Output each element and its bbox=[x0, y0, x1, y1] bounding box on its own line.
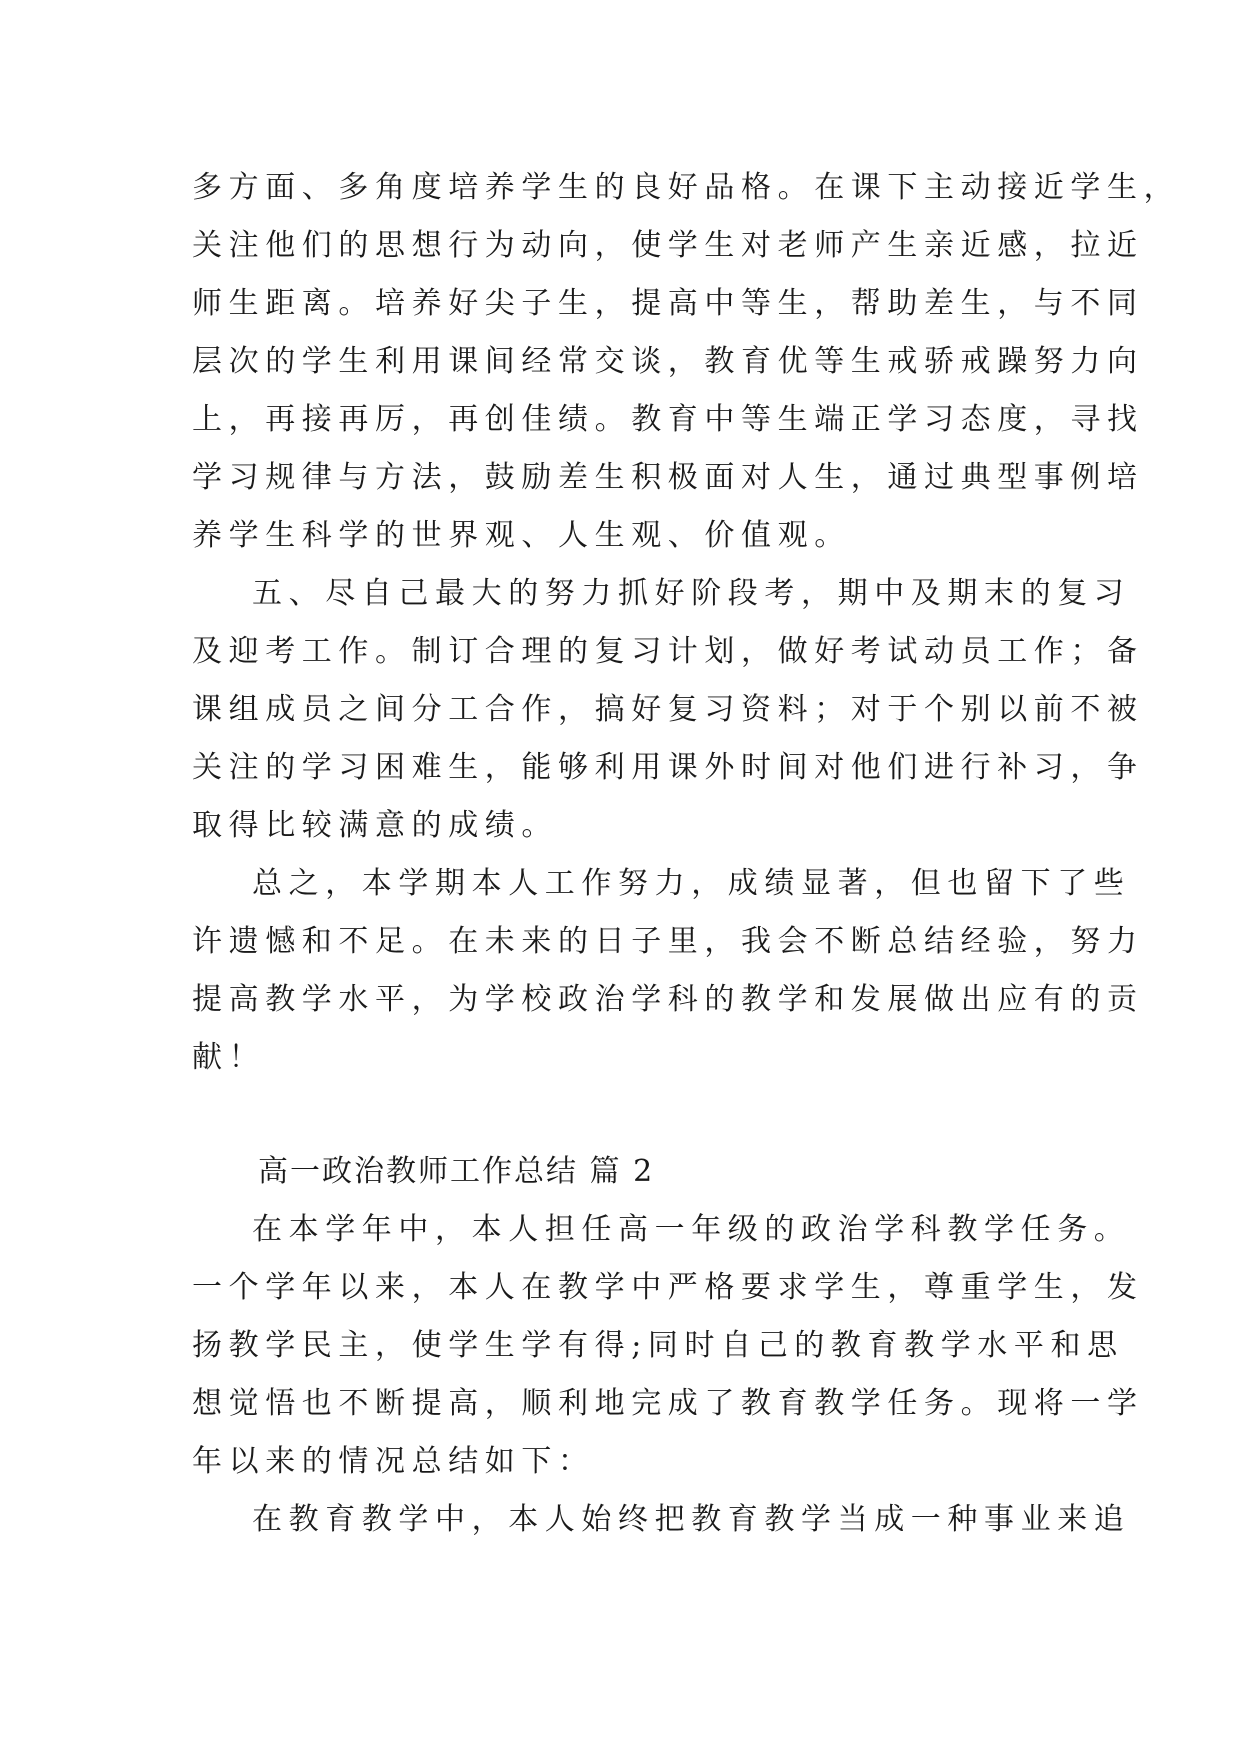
text-line: 许遗憾和不足。在未来的日子里，我会不断总结经验，努力 bbox=[192, 924, 1144, 959]
paragraph-first-line: 在本学年中，本人担任高一年级的政治学科教学任务。 bbox=[252, 1212, 1131, 1247]
text-line: 师生距离。培养好尖子生，提高中等生，帮助差生，与不同 bbox=[192, 286, 1144, 321]
text-line: 关注他们的思想行为动向，使学生对老师产生亲近感，拉近 bbox=[192, 228, 1144, 263]
text-line: 上，再接再厉，再创佳绩。教育中等生端正学习态度，寻找 bbox=[192, 402, 1144, 437]
text-line: 课组成员之间分工合作，搞好复习资料；对于个别以前不被 bbox=[192, 692, 1144, 727]
text-line: 想觉悟也不断提高，顺利地完成了教育教学任务。现将一学 bbox=[192, 1386, 1144, 1421]
text-line: 扬教学民主，使学生学有得;同时自己的教育教学水平和思 bbox=[192, 1328, 1124, 1363]
text-line: 多方面、多角度培养学生的良好品格。在课下主动接近学生， bbox=[192, 170, 1181, 205]
text-line: 年以来的情况总结如下： bbox=[192, 1444, 595, 1479]
text-line: 层次的学生利用课间经常交谈，教育优等生戒骄戒躁努力向 bbox=[192, 344, 1144, 379]
text-line: 及迎考工作。制订合理的复习计划，做好考试动员工作；备 bbox=[192, 634, 1144, 669]
text-line: 提高教学水平，为学校政治学科的教学和发展做出应有的贡 bbox=[192, 982, 1144, 1017]
text-line: 取得比较满意的成绩。 bbox=[192, 808, 558, 843]
text-line: 献！ bbox=[192, 1040, 266, 1075]
text-line: 学习规律与方法，鼓励差生积极面对人生，通过典型事例培 bbox=[192, 460, 1144, 495]
section-heading: 高一政治教师工作总结 篇 2 bbox=[258, 1154, 655, 1189]
paragraph-first-line: 在教育教学中，本人始终把教育教学当成一种事业来追 bbox=[252, 1502, 1131, 1537]
text-line: 养学生科学的世界观、人生观、价值观。 bbox=[192, 518, 851, 553]
paragraph-first-line: 五、尽自己最大的努力抓好阶段考，期中及期末的复习 bbox=[252, 576, 1131, 611]
text-line: 关注的学习困难生，能够利用课外时间对他们进行补习，争 bbox=[192, 750, 1144, 785]
paragraph-first-line: 总之，本学期本人工作努力，成绩显著，但也留下了些 bbox=[252, 866, 1131, 901]
text-line: 一个学年以来，本人在教学中严格要求学生，尊重学生，发 bbox=[192, 1270, 1144, 1305]
